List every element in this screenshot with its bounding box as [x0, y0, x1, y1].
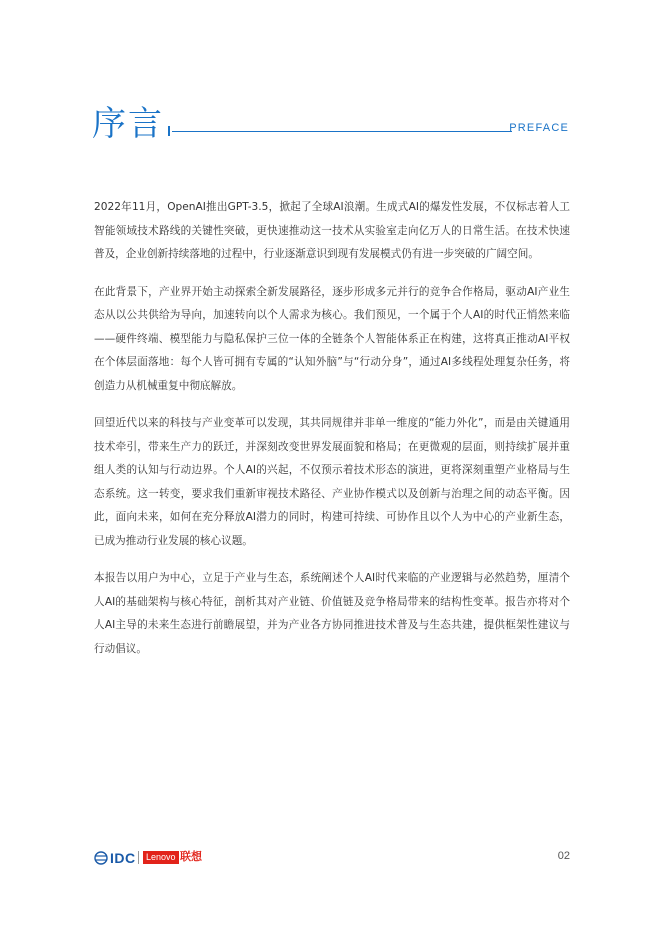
idc-logo-text: IDC	[110, 850, 136, 866]
paragraph-4: 本报告以用户为中心，立足于产业与生态，系统阐述个人AI时代来临的产业逻辑与必然趋势，厘清个人AI的基础架构与核心特征，剖析其对产业链、价值链及竞争格局带来的结构性变革。报告亦将对个人AI主导的未来生态进行前瞻展望，并为产业各方协同推进技术普及与生态共建，提供框架性建议与行动倡议。	[94, 572, 570, 655]
idc-logo	[94, 850, 136, 866]
paragraph-3: 回望近代以来的科技与产业变革可以发现，其共同规律并非单一维度的“能力外化”，而是由关键通用技术牵引，带来生产力的跃迁，并深刻改变世界发展面貌和格局；在更微观的层面，则持续扩展并重组人类的认知与行动边界。个人AI的兴起，不仅预示着技术形态的演进，更将深刻重塑产业格局与生态系统。这一转变，要求我们重新审视技术路径、产业协作模式以及创新与治理之间的动态平衡。因此，面向未来，如何在充分释放AI潜力的同时，构建可持续、可协作且以个人为中心的产业新生态，已成为推动行业发展的核心议题。	[94, 417, 570, 547]
section-label: PREFACE	[509, 122, 569, 134]
logo-divider	[138, 851, 139, 864]
page-header	[92, 102, 569, 148]
page-footer	[94, 847, 570, 867]
header-rule-tick	[168, 126, 170, 136]
lenovo-cn-logo: 联想	[180, 850, 202, 863]
page-number: 02	[557, 850, 570, 862]
globe-icon	[94, 851, 108, 865]
header-rule-line	[172, 131, 512, 132]
paragraph-2: 在此背景下，产业界开始主动探索全新发展路径，逐步形成多元并行的竞争合作格局，驱动AI产业生态从以公共供给为导向，加速转向以个人需求为核心。我们预见，一个属于个人AI的时代正悄然来临——硬件终端、模型能力与隐私保护三位一体的全链条个人智能体系正在构建，这将真正推动AI平权在个体层面落地：每个人皆可拥有专属的“认知外脑”与“行动分身”，通过AI多线程处理复杂任务，将创造力从机械重复中彻底解放。	[94, 285, 570, 392]
lenovo-logo: Lenovo	[143, 851, 179, 864]
page-title: 序言	[92, 104, 164, 144]
body-content	[94, 196, 570, 675]
paragraph-1: 2022年11月，OpenAI推出GPT-3.5，掀起了全球AI浪潮。生成式AI的爆发性发展，不仅标志着人工智能领域技术路线的关键性突破，更快速推动这一技术从实验室走向亿万人的日常生活。在技术快速普及，企业创新持续落地的过程中，行业逐渐意识到现有发展模式仍有进一步突破的广阔空间。	[94, 201, 570, 260]
